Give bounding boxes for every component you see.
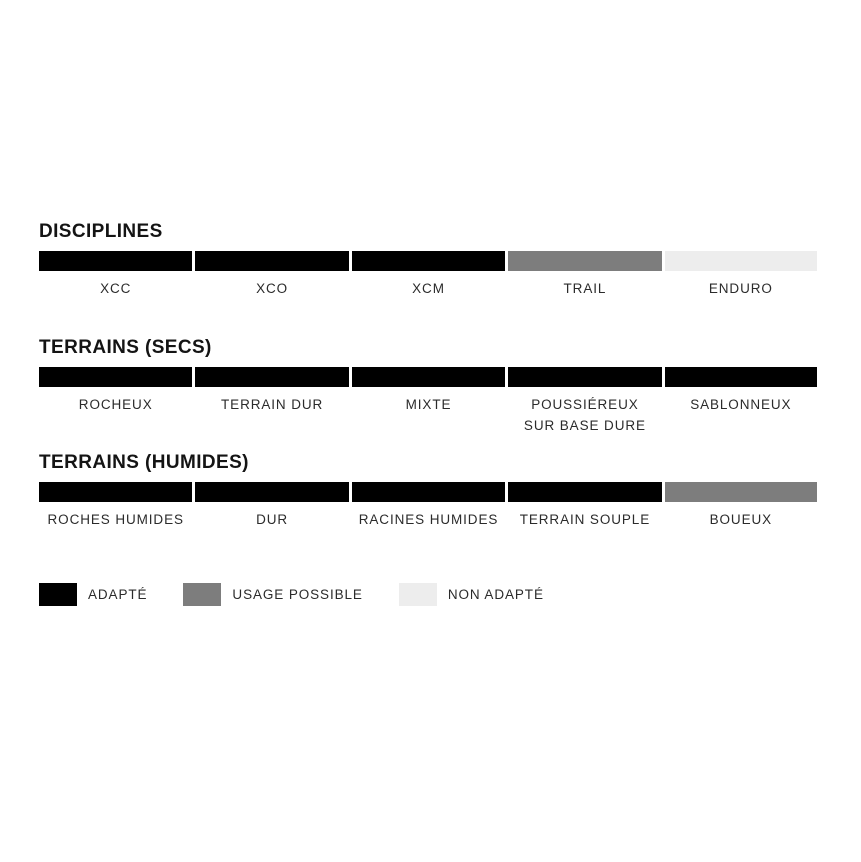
bar-segment (508, 367, 661, 387)
category-label: TRAIL (563, 281, 607, 296)
category-label: ENDURO (708, 281, 773, 296)
section-disciplines (39, 221, 817, 299)
category-label-line1: MIXTE (405, 397, 452, 412)
bar-row-terrains-humides (39, 482, 817, 502)
bar-row-disciplines (39, 251, 817, 271)
category-label-line2: SUR BASE DURE (523, 418, 646, 433)
bar-segment (195, 482, 348, 502)
bar-segment (665, 482, 817, 502)
bar-segment (508, 251, 661, 271)
section-title-terrains-humides: TERRAINS (HUMIDES) (39, 452, 249, 473)
legend-label: ADAPTÉ (88, 587, 148, 602)
category-label (39, 394, 192, 436)
legend-label: USAGE POSSIBLE (232, 587, 363, 602)
category-label-line1: POUSSIÉREUX (531, 397, 639, 412)
legend-item (183, 583, 362, 606)
bar-segment (665, 251, 817, 271)
legend (39, 583, 580, 606)
label-row-disciplines (39, 278, 817, 299)
category-label (665, 394, 817, 436)
bar-segment (352, 482, 505, 502)
bar-segment (195, 367, 348, 387)
legend-label: NON ADAPTÉ (447, 587, 544, 602)
category-label-line1: TERRAIN DUR (221, 397, 324, 412)
bar-segment (39, 251, 192, 271)
bar-segment (39, 482, 192, 502)
bar-segment (508, 482, 661, 502)
legend-item (399, 583, 544, 606)
category-label (195, 394, 348, 436)
legend-swatch-adapte (39, 583, 77, 606)
category-label-line1: ROCHEUX (78, 397, 153, 412)
label-row-terrains-secs (39, 394, 817, 436)
bar-segment (39, 367, 192, 387)
bar-row-terrains-secs (39, 367, 817, 387)
legend-item (39, 583, 147, 606)
section-title-disciplines: DISCIPLINES (39, 221, 163, 242)
section-title-terrains-secs: TERRAINS (SECS) (39, 337, 212, 358)
category-label (508, 394, 661, 436)
category-label: XCC (100, 281, 132, 296)
legend-swatch-non-adapte (399, 583, 437, 606)
bar-segment (352, 251, 505, 271)
section-terrains-humides (39, 452, 817, 530)
category-label-line1: SABLONNEUX (690, 397, 792, 412)
category-label (352, 394, 505, 436)
section-terrains-secs (39, 337, 817, 436)
bar-segment (352, 367, 505, 387)
category-label: TERRAIN SOUPLE (519, 512, 651, 527)
bar-segment (665, 367, 817, 387)
legend-swatch-usage-possible (183, 583, 221, 606)
category-label: BOUEUX (709, 512, 773, 527)
label-row-terrains-humides (39, 509, 817, 530)
category-label: DUR (256, 512, 289, 527)
category-label: RACINES HUMIDES (358, 512, 499, 527)
bar-segment (195, 251, 348, 271)
category-label: ROCHES HUMIDES (47, 512, 184, 527)
category-label: XCM (412, 281, 445, 296)
category-label: XCO (256, 281, 289, 296)
